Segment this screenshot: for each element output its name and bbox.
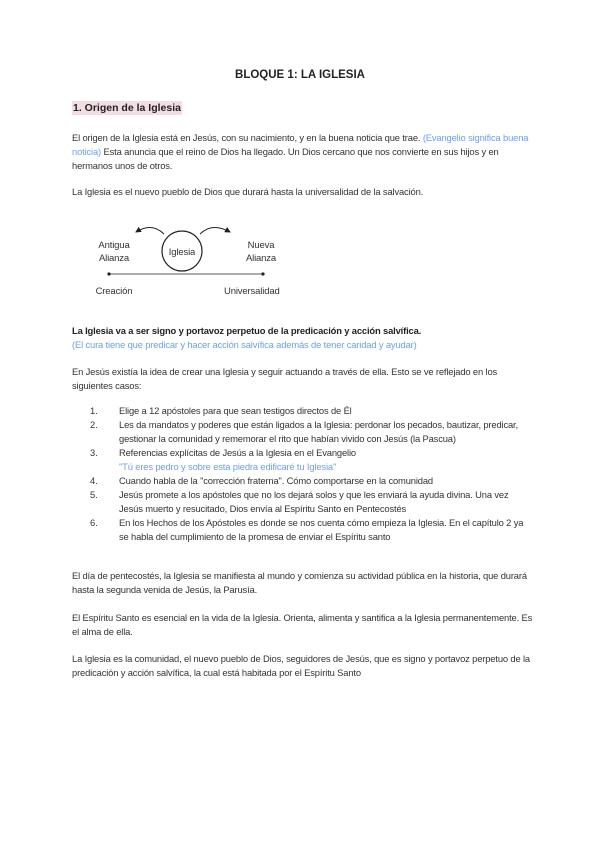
paragraph-people: La Iglesia es el nuevo pueblo de Dios que durará hasta la universalidad de la salvación. — [72, 186, 424, 197]
paragraph-summary: La Iglesia es la comunidad, el nuevo pueblo de Dios, seguidores de Jesús, que es signo y portavoz perpetuo de la predicación y acción salvífica, la cual está habitada por el Espíritu Santo — [72, 653, 530, 678]
paragraph-spirit: El Espíritu Santo es esencial en la vida de la Iglesia. Orienta, alimenta y santifica a la Iglesia permanentemente. Es el alma de ella. — [72, 612, 533, 637]
list-item: 1. Elige a 12 apóstoles para que sean testigos directos de Él — [90, 405, 352, 416]
diagram-left-bottom: Alianza — [98, 253, 130, 264]
list-quote: "Tú eres pedro y sobre esta piedra edificaré tu Iglesia" — [119, 461, 337, 472]
cases-list — [72, 404, 534, 544]
list-item: 5. Jesús promete a los apóstoles que no los dejará solos y que les enviará la ayuda divina. Una vez Jesús muerto y resucitado, Dios envía al Espíritu Santo en Pentecostés — [90, 489, 509, 514]
origin-rest: Esta anuncia que el reino de Dios ha llegado. Un Dios cercano que nos convierte en sus hijos y en hermanos unos de otros. — [72, 146, 499, 171]
list-item: 2. Les da mandatos y poderes que están ligados a la Iglesia: perdonar los pecados, bautizar, predicar, gestionar la comunidad y rememorar el rito que habían vivido con Jesús (la Pascua) — [90, 419, 518, 444]
diagram-end: Universalidad — [224, 286, 280, 297]
sign-note: (El cura tiene que predicar y hacer acción salvífica además de tener caridad y ayudar) — [72, 339, 417, 350]
paragraph-pentecost: El día de pentecostés, la Iglesia se manifiesta al mundo y comienza su actividad pública en la historia, que durará hasta la segunda venida de Jesús, la Parusía. — [72, 570, 527, 595]
diagram-right-bottom: Alianza — [245, 253, 277, 264]
sign-statement: La Iglesia va a ser signo y portavoz perpetuo de la predicación y acción salvífica. — [72, 325, 422, 336]
arrow-left — [136, 227, 164, 234]
origin-note: (Evangelio significa buena noticia) — [72, 132, 529, 157]
paragraph-intro: En Jesús existía la idea de crear una Iglesia y seguir actuando a través de ella. Esto se ve reflejado en los siguientes casos: — [72, 366, 498, 391]
diagram-start: Creación — [95, 286, 133, 297]
list-item: 4. Cuando habla de la "corrección fraterna". Cómo comportarse en la comunidad — [90, 475, 433, 486]
origin-text: El origen de la Iglesia está en Jesús, con su nacimiento, y en la buena noticia que trae. — [72, 132, 421, 143]
diagram-right-top: Nueva — [247, 240, 275, 251]
diagram-left-top: Antigua — [98, 240, 130, 251]
diagram-center: Iglesia — [168, 247, 196, 258]
list-item: 6. En los Hechos de los Apóstoles es donde se nos cuenta cómo empieza la Iglesia. En el capítulo 2 ya se habla del cumplimiento de la promesa de enviar el Espíritu santo — [90, 517, 524, 542]
paragraph-origin — [72, 131, 534, 173]
list-item: 3. Referencias explícitas de Jesús a la Iglesia en el Evangelio "Tú eres pedro y sobre esta piedra edificaré tu Iglesia" — [90, 447, 356, 472]
section-heading: 1. Origen de la Iglesia — [73, 102, 181, 114]
document-title: BLOQUE 1: LA IGLESIA — [235, 69, 365, 81]
church-timeline-diagram — [80, 224, 310, 304]
arrow-right — [200, 227, 230, 234]
